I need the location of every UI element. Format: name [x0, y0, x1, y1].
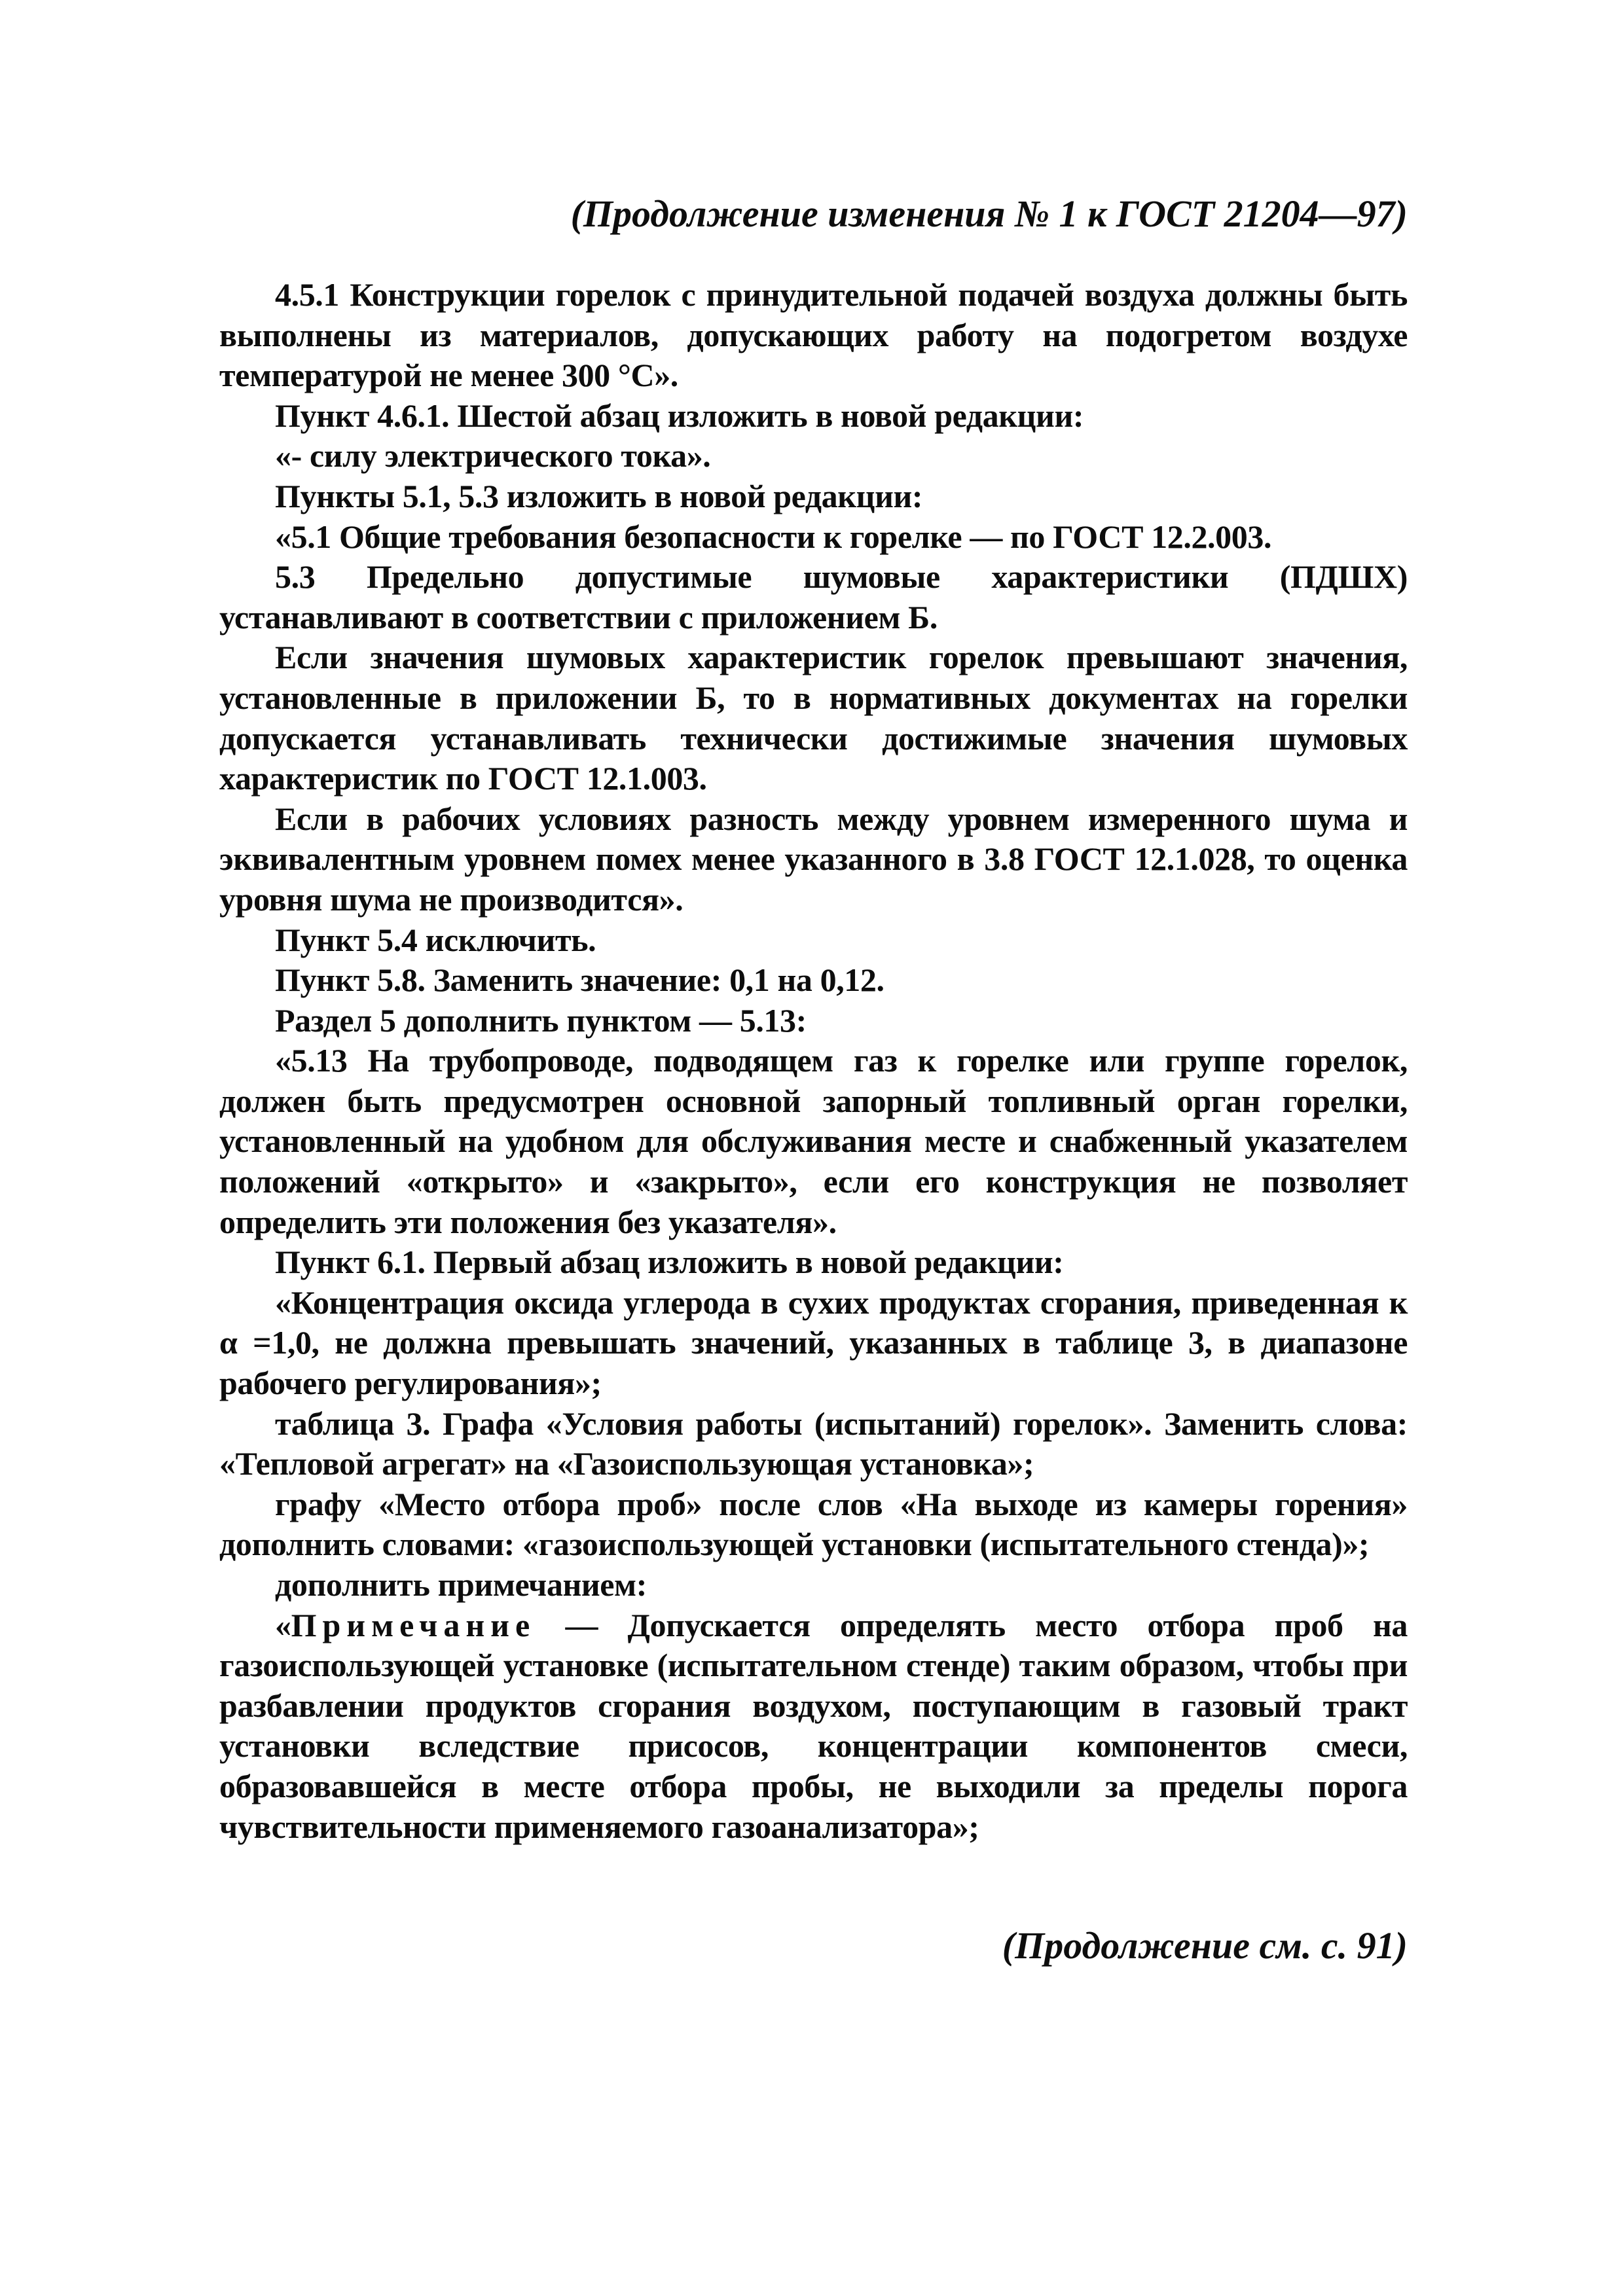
continuation-footer: (Продолжение см. с. 91) [1002, 1924, 1408, 1967]
note-text: — Допускается определять место отбора проб на газоиспользующей установке (испытательном стенде) таким образом, чтобы при разбавлении продуктов сгорания воздухом, поступающим в газовый тракт установки вследствие присосов, концентрации компонентов смеси, образовавшейся в месте отбора пробы, не выходили за пределы порога чувствительности применяемого газоанализатора»; [219, 1606, 1408, 1845]
paragraph-co-concentration: «Концентрация оксида углерода в сухих продуктах сгорания, приведенная к α =1,0, не должна превышать значений, указанных в таблице 3, в диапазоне рабочего регулирования»; [219, 1283, 1408, 1402]
paragraph-item-4-6-1: Пункт 4.6.1. Шестой абзац изложить в новой редакции: [275, 397, 1084, 434]
continuation-header: (Продолжение изменения № 1 к ГОСТ 21204—97) [570, 192, 1408, 235]
paragraph-noise-conditions: Если в рабочих условиях разность между уровнем измеренного шума и эквивалентным уровнем помех менее указанного в 3.8 ГОСТ 12.1.028, то оценка уровня шума не производится». [219, 800, 1408, 918]
paragraph-4-5-1: 4.5.1 Конструкции горелок с принудительной подачей воздуха должны быть выполнены из материалов, допускающих работу на подогретом воздухе температурой не менее 300 °С». [219, 276, 1408, 394]
note-label: Примечание [291, 1606, 536, 1643]
note-open-quote: « [275, 1606, 291, 1643]
paragraph-electric-current: «- силу электрического тока». [275, 437, 711, 475]
paragraph-section-5: Раздел 5 дополнить пунктом — 5.13: [275, 1001, 807, 1039]
paragraph-item-6-1: Пункт 6.1. Первый абзац изложить в новой редакции: [275, 1244, 1064, 1281]
paragraph-items-5-1-5-3: Пункты 5.1, 5.3 изложить в новой редакции: [275, 477, 923, 514]
paragraph-5-13: «5.13 На трубопроводе, подводящем газ к горелке или группе горелок, должен быть предусмотрен основной запорный топливный орган горелки, установленный на удобном для обслуживания месте и снабженный указателем положений «открыто» и «закрыто», если его конструкция не позволяет определить эти положения без указателя». [219, 1042, 1408, 1240]
paragraph-note [219, 1605, 1408, 1848]
paragraph-item-5-4: Пункт 5.4 исключить. [275, 921, 596, 958]
paragraph-table-3: таблица 3. Графа «Условия работы (испытаний) горелок». Заменить слова: «Тепловой агрегат» на «Газоиспользующая установка»; [219, 1405, 1408, 1482]
paragraph-5-3: 5.3 Предельно допустимые шумовые характеристики (ПДШХ) устанавливают в соответствии с приложением Б. [219, 558, 1408, 636]
document-body [219, 275, 1408, 1847]
paragraph-noise-values: Если значения шумовых характеристик горелок превышают значения, установленные в приложении Б, то в нормативных документах на горелки допускается устанавливать технически достижимые значения шумовых характеристик по ГОСТ 12.1.003. [219, 639, 1408, 797]
paragraph-5-1: «5.1 Общие требования безопасности к горелке — по ГОСТ 12.2.003. [275, 518, 1272, 555]
paragraph-sampling-place: графу «Место отбора проб» после слов «На выходе из камеры горения» дополнить словами: «газоиспользующей установки (испытательного стенда)»; [219, 1485, 1408, 1563]
paragraph-item-5-8: Пункт 5.8. Заменить значение: 0,1 на 0,12. [275, 961, 884, 999]
document-page [219, 0, 1408, 2296]
paragraph-add-note: дополнить примечанием: [275, 1566, 647, 1603]
